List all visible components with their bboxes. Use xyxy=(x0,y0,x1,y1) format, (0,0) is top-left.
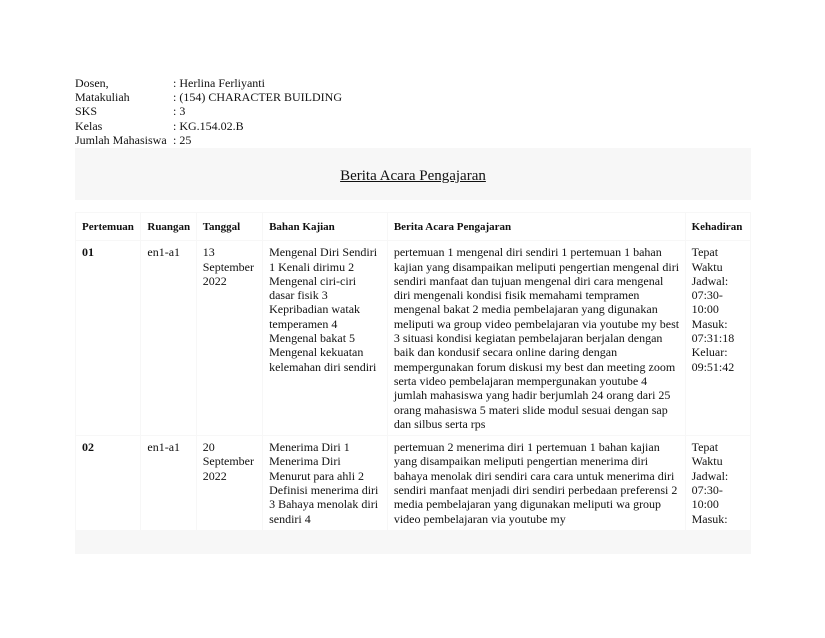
page-title: Berita Acara Pengajaran xyxy=(340,168,486,184)
title-band xyxy=(75,148,751,200)
cell-berita-acara: pertemuan 1 mengenal diri sendiri 1 pertemuan 1 bahan kajian yang disampaikan meliputi pengertian mengenal diri sendiri manfaat dan tujuan mengenal diri cara mengenal diri mengenali kondisi fisik memahami tempramen mengenal bakat 2 media pembelajaran yang digunakan meliputi wa group video pembelajaran via youtube my best 3 situasi kondisi kegiatan pembelajaran berjalan dengan baik dan kondusif secara online daring dengan mempergunakan forum diskusi my best dan meeting zoom serta video pembelajaran mempergunakan youtube 4 jumlah mahasiswa yang hadir berjumlah 24 orang dari 25 orang mahasiswa 5 materi slide modul sesuai dengan sap dan silbus serta rps xyxy=(388,241,685,435)
info-row-kelas xyxy=(75,119,342,133)
column-header-berita-acara: Berita Acara Pengajaran xyxy=(388,213,685,240)
course-info xyxy=(75,76,342,147)
column-header-tanggal: Tanggal xyxy=(197,213,262,240)
info-label: Jumlah Mahasiswa xyxy=(75,132,167,147)
cell-bahan-kajian: Menerima Diri 1 Menerima Diri Menurut para ahli 2 Definisi menerima diri 3 Bahaya menolak diri sendiri 4 xyxy=(263,436,387,530)
info-value: : 3 xyxy=(173,104,186,119)
info-label: Kelas xyxy=(75,118,103,133)
info-label: Dosen, xyxy=(75,76,109,90)
info-row-jumlah-mahasiswa xyxy=(75,133,342,147)
table-header-row xyxy=(76,213,750,240)
cell-pertemuan: 01 xyxy=(76,241,140,435)
table-row xyxy=(76,241,750,435)
cell-kehadiran: Tepat Waktu Jadwal: 07:30-10:00 Masuk: xyxy=(686,436,750,530)
info-label: SKS xyxy=(75,104,98,119)
info-value: : Herlina Ferliyanti xyxy=(173,76,265,90)
cell-tanggal: 20 September 2022 xyxy=(197,436,262,530)
info-row-dosen xyxy=(75,76,342,90)
table-container xyxy=(75,212,751,554)
cell-pertemuan: 02 xyxy=(76,436,140,530)
column-header-bahan-kajian: Bahan Kajian xyxy=(263,213,387,240)
cell-ruangan: en1-a1 xyxy=(141,436,195,530)
info-value: : KG.154.02.B xyxy=(173,118,244,133)
info-label: Matakuliah xyxy=(75,90,130,105)
column-header-kehadiran: Kehadiran xyxy=(686,213,750,240)
info-row-sks xyxy=(75,104,342,118)
teaching-record-table xyxy=(75,212,751,531)
column-header-ruangan: Ruangan xyxy=(141,213,195,240)
column-header-pertemuan: Pertemuan xyxy=(76,213,140,240)
info-row-matakuliah xyxy=(75,90,342,104)
cell-bahan-kajian: Mengenal Diri Sendiri 1 Kenali dirimu 2 Mengenal ciri-ciri dasar fisik 3 Kepribadian watak temperamen 4 Mengenal bakat 5 Mengenal kekuatan kelemahan diri sendiri xyxy=(263,241,387,435)
cell-tanggal: 13 September 2022 xyxy=(197,241,262,435)
cell-berita-acara: pertemuan 2 menerima diri 1 pertemuan 1 bahan kajian yang disampaikan meliputi pengertian menerima diri bahaya menolak diri sendiri cara cara untuk menerima diri sendiri manfaat menjadi diri sendiri perbedaan preferensi 2 media pembelajaran yang digunakan meliputi wa group video pembelajaran via youtube my xyxy=(388,436,685,530)
cell-kehadiran: Tepat Waktu Jadwal: 07:30-10:00 Masuk: 07:31:18 Keluar: 09:51:42 xyxy=(686,241,750,435)
info-value: : 25 xyxy=(173,132,192,147)
cell-ruangan: en1-a1 xyxy=(141,241,195,435)
info-value: : (154) CHARACTER BUILDING xyxy=(173,90,342,105)
table-row xyxy=(76,436,750,530)
